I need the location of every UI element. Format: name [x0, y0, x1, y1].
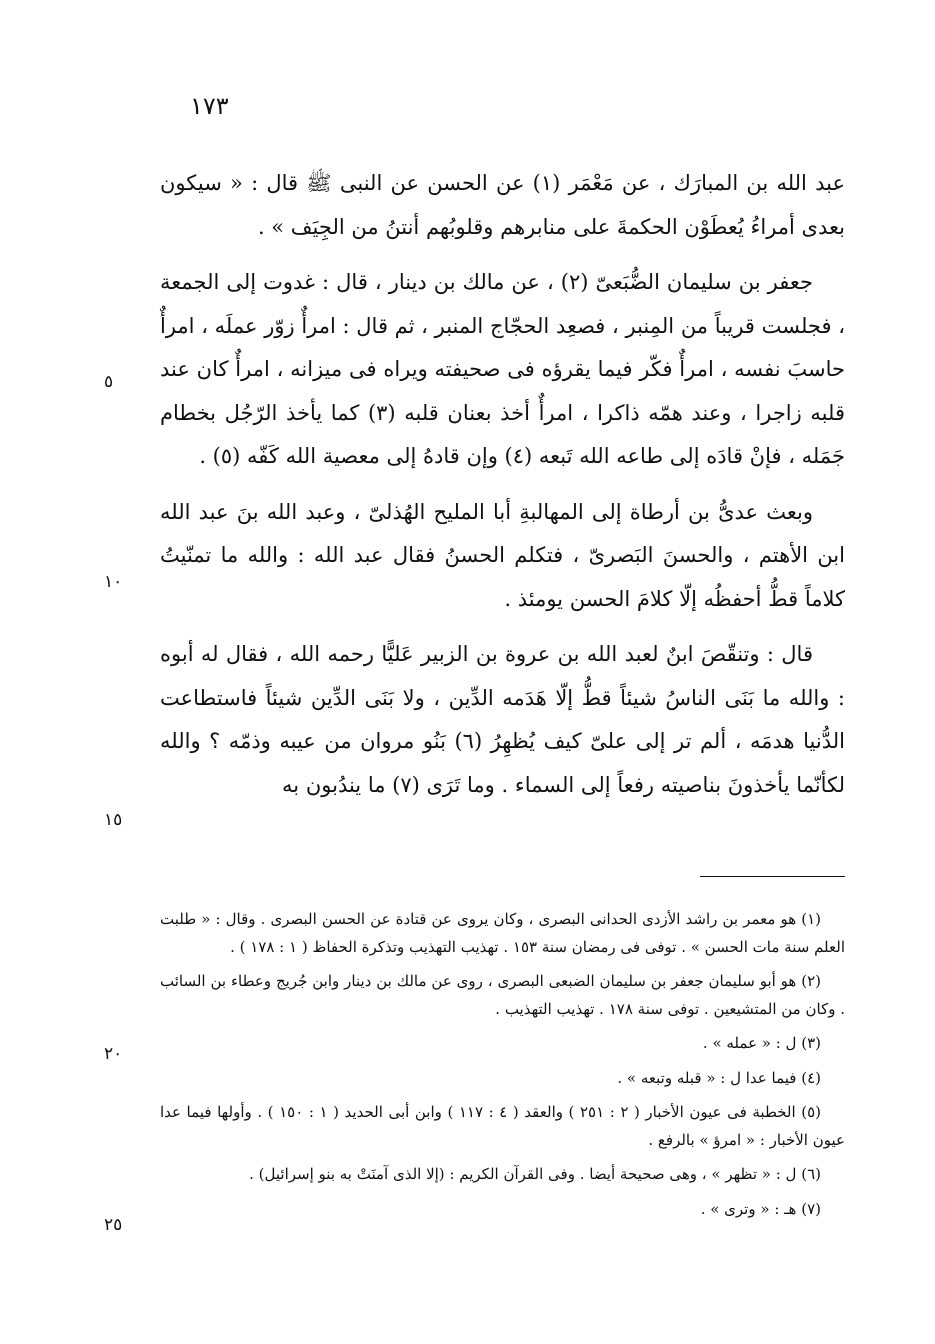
- paragraph: قال : وتنقّصَ ابنٌ لعبد الله بن عروة بن الزبير عَليًّا رحمه الله ، فقال له أبوه : والله ما بَنَى الناسُ شيئاً قطُّ إلّا هَدَمه الدِّين ، ولا بَنَى الدِّين شيئاً فاستطاعت الدُّنيا هدمَه ، ألم تر إلى علىّ كيف يُظهِرُ (٦) بَنُو مروان من عيبه وذمّه ؟ والله لكأنّما يأخذونَ بناصيته رفعاً إلى السماء . وما تَرَى (٧) ما يندُبون به: [160, 642, 845, 797]
- paragraph: عبد الله بن المبارَك ، عن مَعْمَر (١) عن الحسن عن النبى ﷺ قال : « سيكون بعدى أمراءُ يُعطَوْن الحكمةَ على منابرهم وقلوبُهم أنتنُ من الجِيَف » .: [160, 171, 846, 239]
- footnote: (٢) هو أبو سليمان جعفر بن سليمان الضبعى البصرى ، روى عن مالك بن دينار وابن جُريج وعطاء بن السائب . وكان من المتشيعين . توفى سنة ١٧٨ . تهذيب التهذيب .: [160, 972, 845, 1018]
- main-text: [160, 162, 845, 819]
- footnotes: [160, 906, 845, 1230]
- line-number-marker: ٢٥: [104, 1215, 123, 1235]
- footnote-separator: [700, 876, 845, 877]
- footnote: (١) هو معمر بن راشد الأزدى الحدانى البصرى ، وكان يروى عن قتادة عن الحسن البصرى . وقال : « طلبت العلم سنة مات الحسن » . توفى فى رمضان سنة ١٥٣ . تهذيب التهذيب وتذكرة الحفاظ ( ١ : ١٧٨ ) .: [160, 910, 845, 956]
- footnote: (٧) هـ : « وترى » .: [700, 1199, 821, 1218]
- line-number-marker: ٢٠: [104, 1044, 123, 1064]
- line-number-marker: ١٥: [104, 810, 123, 830]
- footnote: (٥) الخطبة فى عيون الأخبار ( ٢ : ٢٥١ ) والعقد ( ٤ : ١١٧ ) وابن أبى الحديد ( ١ : ١٥٠ ) . وأولها فيما عدا عيون الأخبار : « امرؤ » بالرفع .: [160, 1103, 845, 1149]
- paragraph: وبعث عدىُّ بن أرطاة إلى المهالبةِ أبا المليح الهُذلىّ ، وعبد الله بنَ عبد الله ابن الأهتم ، والحسنَ البَصرىّ ، فتكلم الحسنُ فقال عبد الله : والله ما تمنّيتُ كلاماً قطُّ أحفظُه إلّا كلامَ الحسن يومئذ .: [160, 499, 845, 611]
- footnote: (٣) ل : « عمله » .: [702, 1034, 821, 1052]
- line-number-marker: ٥: [104, 372, 114, 392]
- line-number-marker: ١٠: [104, 572, 123, 592]
- page-number: ١٧٣: [190, 92, 229, 120]
- paragraph: جعفر بن سليمان الضُّبَعىّ (٢) ، عن مالك بن دينار ، قال : غدوت إلى الجمعة ، فجلست قريباً من المِنبر ، فصعِد الحجّاج المنبر ، ثم قال : امرأٌ زوّر عملَه ، امرأٌ حاسبَ نفسه ، امرأٌ فكّر فيما يقرؤه فى صحيفته ويراه فى ميزانه ، امرأٌ كان عند قلبه زاجرا ، وعند همّه ذاكرا ، امرأٌ أخذ بعنان قلبه (٣) كما يأخذ الرّجُل بخطام جَمَله ، فإنْ قادَه إلى طاعه الله تَبعه (٤) وإن قادهُ إلى معصية الله كَفّه (٥) .: [160, 270, 845, 468]
- footnote: (٦) ل : « تظهر » ، وهى صحيحة أيضا . وفى القرآن الكريم : (إلا الذى آمنَتْ به بنو إسرائيل) .: [249, 1165, 821, 1183]
- footnote: (٤) فيما عدا ل : « قبله وتبعه » .: [617, 1068, 821, 1087]
